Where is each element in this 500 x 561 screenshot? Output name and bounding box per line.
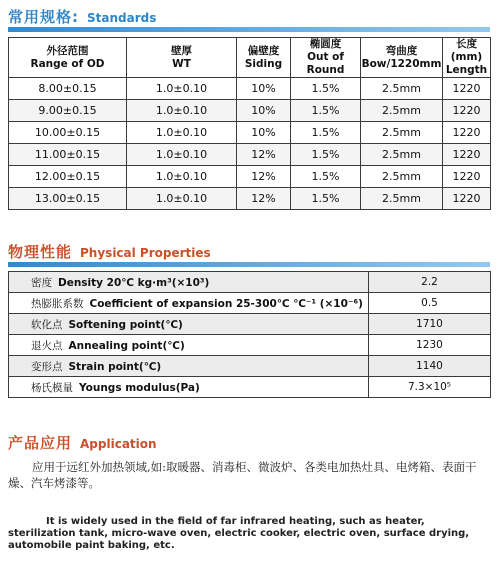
cell-length: 1220 <box>443 166 491 188</box>
property-cn: 软化点 <box>31 318 63 331</box>
table-row <box>9 144 491 166</box>
header-wt <box>127 38 237 78</box>
cell-length: 1220 <box>443 144 491 166</box>
cell-wt: 1.0±0.10 <box>127 100 237 122</box>
standards-title-en: Standards <box>87 11 157 25</box>
property-cn: 退火点 <box>31 339 63 352</box>
table-row <box>9 78 491 100</box>
property-value: 1230 <box>369 335 491 356</box>
cell-wt: 1.0±0.10 <box>127 166 237 188</box>
cell-bow: 2.5mm <box>361 166 443 188</box>
cell-wt: 1.0±0.10 <box>127 144 237 166</box>
property-cn: 杨氏模量 <box>31 381 73 394</box>
table-row <box>9 166 491 188</box>
property-cn: 变形点 <box>31 360 63 373</box>
cell-od: 8.00±0.15 <box>9 78 127 100</box>
standards-section-title <box>8 6 156 27</box>
table-row <box>9 377 491 398</box>
cell-wt: 1.0±0.10 <box>127 122 237 144</box>
header-wt-en: WT <box>172 57 191 70</box>
header-od <box>9 38 127 78</box>
header-od-en: Range of OD <box>30 57 105 70</box>
cell-siding: 10% <box>237 100 291 122</box>
table-row <box>9 293 491 314</box>
table-row <box>9 356 491 377</box>
table-row <box>9 314 491 335</box>
property-label <box>9 377 369 398</box>
physical-divider <box>8 262 490 267</box>
cell-od: 11.00±0.15 <box>9 144 127 166</box>
header-round-en: Out of Round <box>306 51 345 76</box>
property-cn: 密度 <box>31 276 52 289</box>
header-wt-cn: 壁厚 <box>171 44 192 57</box>
header-length-cn: 长度(mm) <box>450 38 483 63</box>
cell-round: 1.5% <box>291 78 361 100</box>
cell-siding: 10% <box>237 122 291 144</box>
cell-length: 1220 <box>443 78 491 100</box>
property-en: Youngs modulus(Pa) <box>79 381 200 394</box>
property-cn: 热膨胀系数 <box>31 297 84 310</box>
property-en: Strain point(℃) <box>68 360 162 373</box>
cell-round: 1.5% <box>291 144 361 166</box>
application-title-en: Application <box>80 437 157 451</box>
cell-od: 12.00±0.15 <box>9 166 127 188</box>
cell-round: 1.5% <box>291 166 361 188</box>
cell-wt: 1.0±0.10 <box>127 188 237 210</box>
table-row <box>9 100 491 122</box>
standards-table <box>8 37 491 210</box>
header-length <box>443 38 491 78</box>
cell-bow: 2.5mm <box>361 188 443 210</box>
table-row <box>9 272 491 293</box>
header-round-cn: 椭圆度 <box>309 38 342 50</box>
property-label <box>9 314 369 335</box>
property-value: 1140 <box>369 356 491 377</box>
physical-title-en: Physical Properties <box>80 246 211 260</box>
header-siding <box>237 38 291 78</box>
header-bow-cn: 弯曲度 <box>385 44 418 57</box>
property-label <box>9 356 369 377</box>
property-en: Annealing point(℃) <box>68 339 185 352</box>
header-siding-cn: 偏壁度 <box>247 44 280 57</box>
property-en: Coefficient of expansion 25-300℃ ℃⁻¹ (×10⁻⁶) <box>89 297 363 310</box>
property-value: 2.2 <box>369 272 491 293</box>
physical-title-cn: 物理性能 <box>8 243 73 261</box>
cell-length: 1220 <box>443 188 491 210</box>
header-od-cn: 外径范围 <box>46 44 89 57</box>
cell-bow: 2.5mm <box>361 144 443 166</box>
property-en: Softening point(℃) <box>68 318 183 331</box>
physical-section-title <box>8 241 211 262</box>
standards-title-cn: 常用规格: <box>8 8 79 26</box>
cell-length: 1220 <box>443 122 491 144</box>
property-value: 7.3×10⁵ <box>369 377 491 398</box>
table-row <box>9 335 491 356</box>
physical-table <box>8 271 491 398</box>
cell-siding: 10% <box>237 78 291 100</box>
cell-bow: 2.5mm <box>361 100 443 122</box>
property-label <box>9 335 369 356</box>
header-siding-en: Siding <box>244 57 283 70</box>
property-label <box>9 293 369 314</box>
cell-length: 1220 <box>443 100 491 122</box>
cell-od: 9.00±0.15 <box>9 100 127 122</box>
property-en: Density 20℃ kg·m³(×10³) <box>58 276 210 289</box>
application-text-cn: 应用于远红外加热领域,如:取暖器、消毒柜、微波炉、各类电加热灶具、电烤箱、表面干燥、汽车烤漆等。 <box>8 460 477 490</box>
application-text-en: It is widely used in the field of far infrared heating, such as heater, sterilization tank, micro-wave oven, electric cooker, electric oven, surface drying, automobile paint baking, etc. <box>8 516 470 551</box>
cell-od: 13.00±0.15 <box>9 188 127 210</box>
cell-round: 1.5% <box>291 100 361 122</box>
header-bow-en: Bow/1220mm <box>361 57 442 70</box>
application-section-title <box>8 432 157 453</box>
property-value: 1710 <box>369 314 491 335</box>
cell-bow: 2.5mm <box>361 122 443 144</box>
standards-header-row <box>9 38 491 78</box>
cell-siding: 12% <box>237 166 291 188</box>
cell-round: 1.5% <box>291 188 361 210</box>
cell-round: 1.5% <box>291 122 361 144</box>
table-row <box>9 188 491 210</box>
cell-siding: 12% <box>237 144 291 166</box>
property-value: 0.5 <box>369 293 491 314</box>
table-row <box>9 122 491 144</box>
standards-divider <box>8 27 490 32</box>
property-label <box>9 272 369 293</box>
cell-wt: 1.0±0.10 <box>127 78 237 100</box>
cell-siding: 12% <box>237 188 291 210</box>
header-round <box>291 38 361 78</box>
cell-od: 10.00±0.15 <box>9 122 127 144</box>
cell-bow: 2.5mm <box>361 78 443 100</box>
header-length-en: Length <box>445 64 488 76</box>
application-title-cn: 产品应用 <box>8 434 73 452</box>
header-bow <box>361 38 443 78</box>
